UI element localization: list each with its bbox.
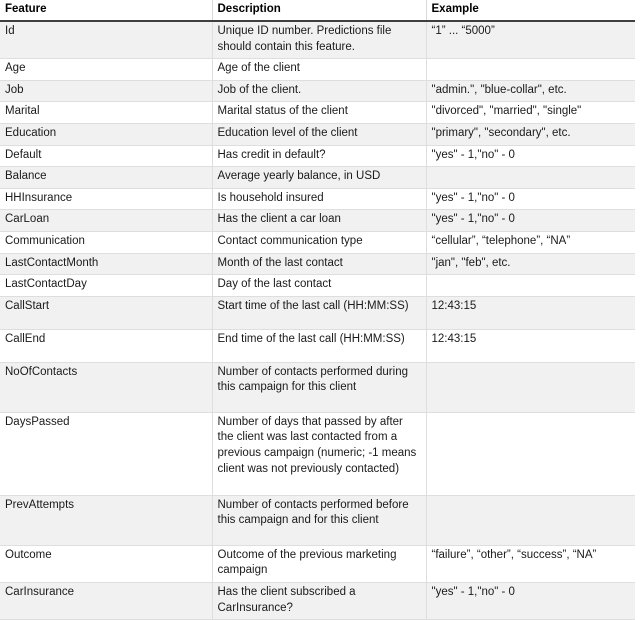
column-header-description: Description: [212, 0, 426, 21]
cell-description-text: Month of the last contact: [217, 256, 343, 269]
table-row: [0, 275, 635, 297]
table-row: [0, 329, 635, 362]
cell-description: [212, 582, 426, 619]
cell-feature-text: LastContactMonth: [5, 256, 99, 269]
cell-feature: [0, 21, 212, 59]
cell-description-text: Unique ID number. Predictions file should contain this feature.: [217, 25, 392, 53]
cell-description: [212, 123, 426, 145]
cell-description-text: Has credit in default?: [217, 148, 326, 161]
cell-feature: [0, 412, 212, 495]
cell-example: [426, 495, 635, 545]
cell-description: [212, 495, 426, 545]
cell-feature: [0, 545, 212, 582]
column-header-feature: Feature: [0, 0, 212, 21]
cell-description: [212, 296, 426, 329]
cell-feature: [0, 210, 212, 232]
table-row: [0, 80, 635, 102]
table-row: [0, 145, 635, 167]
cell-feature-text: CallStart: [5, 299, 50, 312]
table-row: [0, 253, 635, 275]
cell-description: [212, 167, 426, 189]
cell-feature: [0, 275, 212, 297]
cell-feature-text: Id: [5, 25, 15, 37]
table-row: [0, 102, 635, 124]
cell-description: [212, 545, 426, 582]
cell-feature-text: CallEnd: [5, 332, 46, 345]
cell-feature-text: Job: [5, 83, 24, 96]
cell-feature-text: Balance: [5, 170, 47, 183]
cell-example: [426, 59, 635, 81]
cell-feature-text: NoOfContacts: [5, 365, 78, 378]
cell-example: [426, 296, 635, 329]
table-row: [0, 188, 635, 210]
table-row: [0, 362, 635, 412]
cell-feature-text: HHInsurance: [5, 191, 73, 204]
cell-description: [212, 253, 426, 275]
column-header-example: Example: [426, 0, 635, 21]
cell-description-text: Contact communication type: [217, 234, 363, 247]
cell-description: [212, 145, 426, 167]
cell-feature: [0, 80, 212, 102]
cell-feature-text: CarLoan: [5, 213, 50, 226]
table-header-row: [0, 0, 635, 21]
cell-description-text: Marital status of the client: [217, 105, 348, 118]
cell-example-text: “failure”, “other”, “success”, “NA”: [431, 548, 597, 561]
cell-example-text: “1” ... “5000”: [431, 25, 495, 37]
table-row: [0, 59, 635, 81]
cell-example-text: 12:43:15: [431, 299, 477, 312]
cell-description-text: Education level of the client: [217, 126, 358, 139]
cell-feature: [0, 495, 212, 545]
cell-example-text: "primary", "secondary", etc.: [431, 126, 571, 139]
cell-example-text: "yes" - 1,"no" - 0: [431, 213, 515, 226]
cell-example-text: “cellular”, “telephone”, “NA”: [431, 234, 571, 247]
cell-feature-text: DaysPassed: [5, 415, 70, 428]
cell-description: [212, 275, 426, 297]
cell-description: [212, 329, 426, 362]
table-body: [0, 21, 635, 620]
cell-example: [426, 582, 635, 619]
table-row: [0, 582, 635, 619]
cell-description: [212, 188, 426, 210]
cell-example: [426, 145, 635, 167]
cell-feature-text: PrevAttempts: [5, 498, 75, 511]
cell-description-text: End time of the last call (HH:MM:SS): [217, 332, 405, 345]
cell-example: [426, 545, 635, 582]
cell-feature-text: Outcome: [5, 548, 52, 561]
cell-description-text: Has the client subscribed a CarInsurance?: [217, 585, 356, 614]
cell-description-text: Average yearly balance, in USD: [217, 170, 381, 183]
cell-feature: [0, 253, 212, 275]
cell-feature-text: CarInsurance: [5, 585, 75, 598]
cell-feature-text: Marital: [5, 105, 40, 118]
cell-description: [212, 231, 426, 253]
cell-description: [212, 412, 426, 495]
cell-feature: [0, 329, 212, 362]
cell-description-text: Day of the last contact: [217, 278, 332, 291]
cell-example: [426, 275, 635, 297]
cell-feature: [0, 167, 212, 189]
cell-feature-text: Communication: [5, 234, 85, 247]
cell-feature: [0, 296, 212, 329]
cell-feature: [0, 231, 212, 253]
table-row: [0, 167, 635, 189]
cell-example: [426, 210, 635, 232]
cell-example: [426, 80, 635, 102]
cell-example-text: 12:43:15: [431, 332, 477, 345]
cell-description-text: Number of contacts performed before this campaign and for this client: [217, 498, 409, 527]
cell-example-text: "yes" - 1,"no" - 0: [431, 585, 515, 598]
cell-example: [426, 231, 635, 253]
cell-example: [426, 253, 635, 275]
cell-description: [212, 59, 426, 81]
cell-example-text: "divorced", "married", "single": [431, 105, 582, 118]
cell-example-text: "admin.", "blue-collar", etc.: [431, 83, 567, 96]
table-row: [0, 123, 635, 145]
cell-description-text: Age of the client: [217, 62, 300, 75]
cell-example: [426, 329, 635, 362]
cell-description-text: Job of the client.: [217, 83, 302, 96]
cell-feature: [0, 59, 212, 81]
table-row: [0, 21, 635, 59]
cell-description-text: Start time of the last call (HH:MM:SS): [217, 299, 409, 312]
cell-example: [426, 167, 635, 189]
cell-example: [426, 123, 635, 145]
table-row: [0, 210, 635, 232]
cell-description: [212, 210, 426, 232]
cell-feature: [0, 102, 212, 124]
cell-feature-text: Education: [5, 126, 57, 139]
cell-feature: [0, 362, 212, 412]
cell-example: [426, 188, 635, 210]
cell-example-text: "yes" - 1,"no" - 0: [431, 191, 515, 204]
cell-description-text: Number of days that passed by after the client was last contacted from a previous campaign (numeric; -1 means client was not previously contacted): [217, 415, 417, 475]
cell-feature: [0, 582, 212, 619]
cell-feature-text: Age: [5, 62, 26, 75]
cell-example: [426, 102, 635, 124]
cell-example: [426, 412, 635, 495]
cell-description-text: Is household insured: [217, 191, 324, 204]
cell-example: [426, 21, 635, 59]
cell-description-text: Has the client a car loan: [217, 213, 341, 226]
table-row: [0, 296, 635, 329]
cell-feature-text: LastContactDay: [5, 278, 87, 291]
cell-description: [212, 362, 426, 412]
cell-description: [212, 21, 426, 59]
cell-description: [212, 80, 426, 102]
cell-example-text: "jan", "feb", etc.: [431, 256, 511, 269]
table-row: [0, 412, 635, 495]
cell-feature-text: Default: [5, 148, 42, 161]
cell-example: [426, 362, 635, 412]
cell-description-text: Outcome of the previous marketing campaign: [217, 548, 397, 577]
cell-feature: [0, 188, 212, 210]
table-row: [0, 495, 635, 545]
cell-feature: [0, 145, 212, 167]
cell-description-text: Number of contacts performed during this campaign for this client: [217, 365, 408, 394]
cell-feature: [0, 123, 212, 145]
cell-example-text: "yes" - 1,"no" - 0: [431, 148, 515, 161]
table-row: [0, 545, 635, 582]
table-row: [0, 231, 635, 253]
cell-description: [212, 102, 426, 124]
